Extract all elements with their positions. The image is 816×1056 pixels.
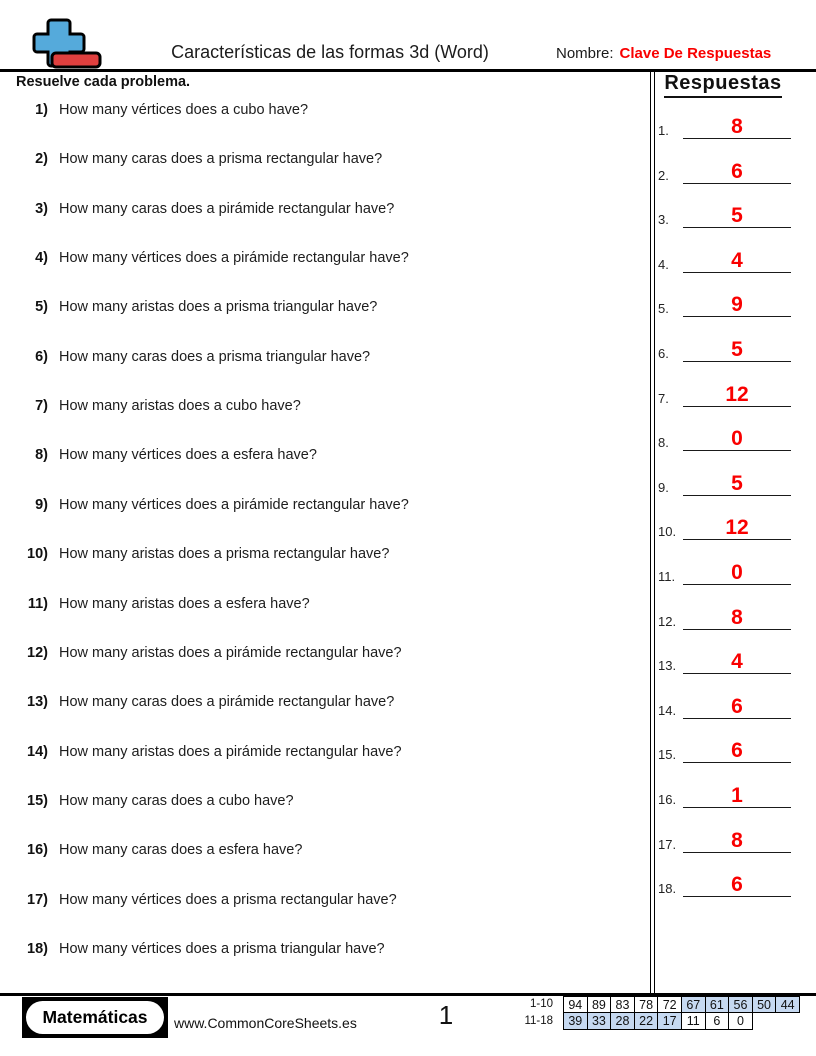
answer-row: [656, 339, 796, 362]
answer-blank-line: [683, 406, 791, 407]
score-cell: 67: [681, 996, 706, 1013]
answer-value: 8: [731, 115, 743, 138]
score-cell: 0: [728, 1012, 753, 1030]
score-cell: 78: [634, 996, 659, 1013]
answer-blank-line: [683, 539, 791, 540]
question-row: [0, 744, 640, 761]
answer-number: 14.: [658, 702, 677, 718]
question-row: [0, 892, 640, 909]
question-row: [0, 250, 640, 267]
answer-blank-line: [683, 450, 791, 451]
answer-blank-line: [683, 316, 791, 317]
answer-row: [656, 696, 796, 719]
question-number: 12): [27, 644, 48, 661]
answer-row: [656, 384, 796, 407]
answer-number: 16.: [658, 792, 677, 807]
score-table: [563, 996, 800, 1030]
score-table-row: [563, 996, 800, 1013]
answer-row: [656, 562, 796, 585]
page-number: 1: [438, 1000, 454, 1030]
answer-blank-line: [683, 718, 791, 719]
answer-blank-line: [683, 896, 791, 897]
question-text: How many vértices does a prisma rectangular have?: [59, 891, 397, 908]
question-number: 4): [35, 250, 48, 267]
question-number: 10): [27, 546, 48, 563]
answer-blank-line: [683, 361, 791, 362]
name-row: [556, 45, 771, 62]
score-row-label: 1-10: [529, 998, 553, 1010]
answer-row: [656, 428, 796, 451]
answer-number: 7.: [658, 390, 669, 406]
question-number: 8): [35, 447, 48, 464]
answer-number: 17.: [658, 836, 677, 852]
answer-value: 6: [731, 694, 743, 718]
answer-row: [656, 607, 796, 630]
score-cell: 11: [681, 1012, 706, 1030]
question-number: 17): [27, 891, 48, 908]
answers-panel-title: Respuestas: [653, 72, 793, 95]
question-number: 16): [27, 842, 48, 859]
question-row: [0, 299, 640, 316]
answer-row: [656, 785, 796, 808]
question-text: How many aristas does a pirámide rectangular have?: [59, 743, 402, 760]
website-text: www.CommonCoreSheets.es: [174, 1015, 357, 1031]
question-text: How many aristas does a cubo have?: [59, 398, 301, 415]
answer-number: 1.: [658, 123, 669, 138]
score-cell: 17: [657, 1012, 682, 1030]
worksheet-title: Características de las formas 3d (Word): [171, 42, 489, 62]
question-row: [0, 447, 640, 464]
question-row: [0, 645, 640, 662]
answer-blank-line: [683, 629, 791, 630]
answer-value: 4: [731, 248, 743, 272]
answer-value: 12: [725, 382, 749, 406]
answer-number: 6.: [658, 346, 669, 361]
score-cell: 6: [705, 1012, 730, 1030]
answer-blank-line: [683, 673, 791, 674]
answer-row: [656, 250, 796, 273]
answer-value: 6: [731, 873, 743, 897]
answer-number: 5.: [658, 301, 669, 317]
question-number: 1): [35, 102, 48, 118]
brand-label: Matemáticas: [26, 1001, 164, 1034]
score-cell: 39: [563, 1012, 588, 1030]
answer-blank-line: [683, 138, 791, 139]
score-cell: 22: [634, 1012, 659, 1030]
answer-number: 10.: [658, 524, 677, 540]
question-text: How many caras does a prisma triangular have?: [59, 348, 371, 365]
answer-value: 5: [731, 204, 743, 228]
question-row: [0, 793, 640, 810]
question-text: How many vértices does a prisma triangular have?: [59, 940, 385, 957]
brand-badge: [22, 997, 168, 1038]
question-row: [0, 842, 640, 859]
question-row: [0, 596, 640, 613]
answer-blank-line: [683, 762, 791, 763]
answer-blank-line: [683, 584, 791, 585]
question-number: 9): [35, 496, 48, 513]
answer-value: 4: [731, 650, 743, 674]
answer-value: 8: [731, 828, 743, 852]
score-cell: 44: [775, 996, 800, 1013]
answer-blank-line: [683, 807, 791, 808]
score-cell: 56: [728, 996, 753, 1013]
answer-value: 1: [731, 784, 743, 807]
answer-value: 5: [731, 471, 743, 495]
answer-number: 9.: [658, 479, 669, 495]
answer-blank-line: [683, 495, 791, 496]
answers-panel-divider: [650, 69, 655, 996]
answer-blank-line: [683, 183, 791, 184]
answer-row: [656, 740, 796, 763]
answer-number: 11.: [658, 569, 676, 584]
question-text: How many caras does a pirámide rectangular have?: [59, 200, 395, 217]
answer-row: [656, 651, 796, 674]
score-row-label: 11-18: [524, 1015, 553, 1027]
score-cell: 28: [610, 1012, 635, 1030]
answer-key-label: Clave De Respuestas: [619, 45, 772, 62]
answer-number: 12.: [658, 613, 677, 629]
question-text: How many vértices does a pirámide rectangular have?: [59, 496, 409, 513]
answer-row: [656, 205, 796, 228]
question-row: [0, 102, 640, 119]
score-cell: 89: [587, 996, 612, 1013]
answer-value: 5: [731, 338, 743, 361]
answer-value: 0: [731, 561, 743, 584]
question-row: [0, 201, 640, 218]
question-text: How many aristas does a pirámide rectangular have?: [59, 644, 402, 661]
answer-blank-line: [683, 227, 791, 228]
score-table-row: [563, 1013, 800, 1030]
question-number: 3): [35, 200, 48, 217]
question-text: How many caras does a esfera have?: [59, 842, 303, 859]
answer-row: [656, 294, 796, 317]
answer-blank-line: [683, 272, 791, 273]
score-cell: 50: [752, 996, 777, 1013]
score-cell: 83: [610, 996, 635, 1013]
answer-row: [656, 473, 796, 496]
question-row: [0, 546, 640, 563]
question-text: How many caras does a cubo have?: [59, 792, 294, 809]
question-number: 2): [35, 151, 48, 168]
question-number: 7): [35, 398, 48, 415]
answer-number: 18.: [658, 881, 677, 897]
question-text: How many aristas does a prisma rectangular have?: [59, 546, 390, 563]
answer-value: 8: [731, 605, 743, 629]
question-number: 15): [27, 792, 48, 809]
answer-row: [656, 161, 796, 184]
answer-number: 8.: [658, 435, 669, 451]
question-text: How many vértices does a pirámide rectangular have?: [59, 250, 409, 267]
question-text: How many vértices does a cubo have?: [59, 102, 309, 118]
answer-number: 15.: [658, 747, 677, 763]
question-row: [0, 694, 640, 711]
question-number: 18): [27, 940, 48, 957]
score-cell: 94: [563, 996, 588, 1013]
answer-number: 2.: [658, 167, 669, 183]
score-cell: 61: [705, 996, 730, 1013]
score-cell: 72: [657, 996, 682, 1013]
name-label: Nombre:: [556, 45, 614, 62]
answer-number: 4.: [658, 256, 669, 272]
question-text: How many caras does a pirámide rectangular have?: [59, 694, 395, 711]
question-row: [0, 398, 640, 415]
answer-value: 12: [725, 516, 749, 540]
question-number: 11): [27, 595, 48, 612]
answer-blank-line: [683, 852, 791, 853]
answer-value: 9: [731, 293, 743, 317]
answer-row: [656, 116, 796, 139]
question-number: 5): [35, 299, 48, 316]
question-text: How many vértices does a esfera have?: [59, 447, 317, 464]
answer-value: 0: [731, 427, 743, 451]
answer-value: 6: [731, 159, 743, 183]
answer-row: [656, 830, 796, 853]
answer-number: 3.: [658, 212, 669, 228]
instructions-text: Resuelve cada problema.: [16, 74, 191, 90]
question-text: How many aristas does a prisma triangular have?: [59, 299, 378, 316]
score-cell: 33: [587, 1012, 612, 1030]
question-row: [0, 497, 640, 514]
answer-value: 6: [731, 739, 743, 763]
answer-row: [656, 517, 796, 540]
question-row: [0, 349, 640, 366]
question-number: 14): [27, 743, 48, 760]
question-number: 6): [35, 348, 48, 365]
question-text: How many caras does a prisma rectangular have?: [59, 151, 383, 168]
question-number: 13): [27, 694, 48, 711]
score-table-labels: [512, 996, 558, 1030]
question-row: [0, 941, 640, 958]
question-row: [0, 151, 640, 168]
answer-row: [656, 874, 796, 897]
answer-number: 13.: [658, 658, 677, 674]
question-text: How many aristas does a esfera have?: [59, 595, 310, 612]
